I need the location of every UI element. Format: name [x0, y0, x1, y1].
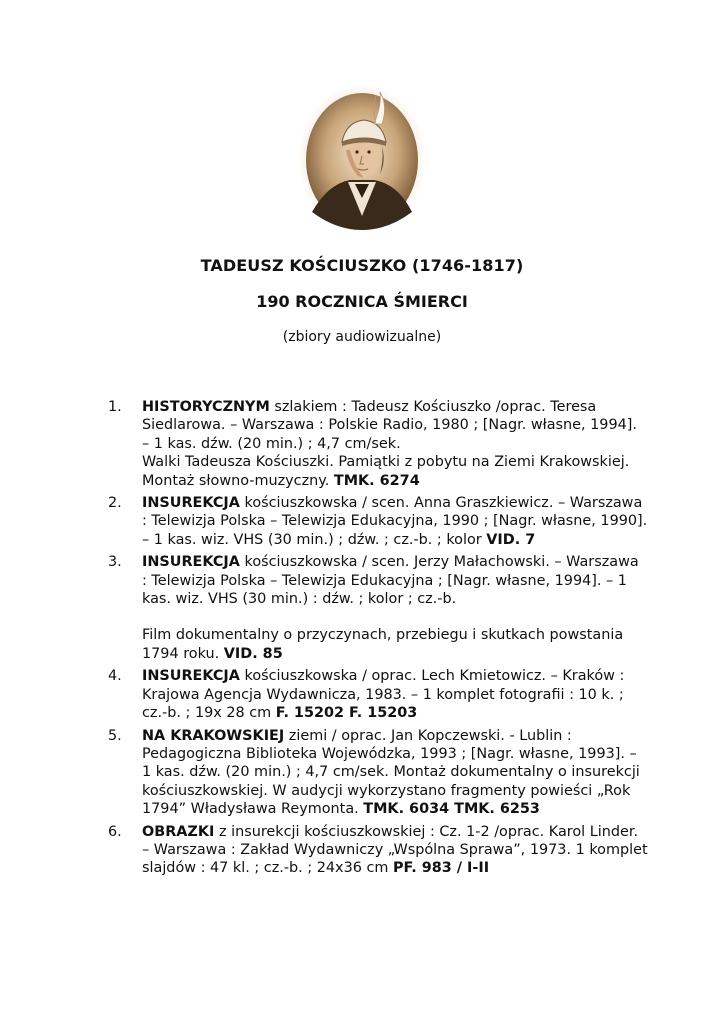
item-number: 3.	[108, 554, 122, 571]
list-item	[108, 823, 648, 878]
item-description	[142, 626, 648, 663]
item-description-text: Film dokumentalny o przyczynach, przebiegu i skutkach powstania 1794 roku.	[142, 627, 624, 662]
list-item	[108, 667, 648, 722]
item-lead: INSUREKCJA	[142, 495, 240, 512]
item-body	[142, 727, 648, 819]
page-title: TADEUSZ KOŚCIUSZKO (1746-1817)	[200, 256, 524, 275]
page-subtitle: 190 ROCZNICA ŚMIERCI	[256, 292, 468, 311]
item-signature: F. 15202 F. 15203	[275, 705, 418, 722]
item-signature: VID. 7	[486, 531, 536, 548]
item-number: 6.	[108, 823, 122, 840]
item-body	[142, 398, 648, 490]
item-signature: TMK. 6274	[333, 472, 420, 489]
item-number: 5.	[108, 727, 122, 744]
item-text: kościuszkowska / oprac. Lech Kmietowicz. – Kraków : Krajowa Agencja Wydawnicza, 1983. – 1 komplet fotografii : 10 k. ; cz.-b. ; 19x 28 cm	[142, 668, 625, 722]
list-item	[108, 398, 648, 490]
item-text: ziemi / oprac. Jan Kopczewski. - Lublin : Pedagogiczna Biblioteka Wojewódzka, 1993 ; [Nagr. własne, 1993]. – 1 kas. dźw. (20 min.) ; 4,7 cm/sek. Montaż dokumentalny o insurekcji kościuszkowskiej. W audycji wykorzystano fragmenty powieści „Rok 1794” Władysława Reymonta.	[142, 727, 640, 818]
item-lead: OBRAZKI	[142, 823, 215, 840]
item-number: 1.	[108, 399, 122, 415]
item-body	[142, 494, 648, 549]
portrait-of-kosciuszko-icon	[298, 84, 426, 234]
item-text: kościuszkowska / scen. Anna Graszkiewicz. – Warszawa : Telewizja Polska – Telewizja Edukacyjna, 1990 ; [Nagr. własne, 1990]. – 1 kas. wiz. VHS (30 min.) ; dźw. ; cz.-b. ; kolor	[142, 495, 648, 548]
item-lead: INSUREKCJA	[142, 554, 240, 571]
bibliography-list	[108, 398, 648, 882]
collection-note: (zbiory audiowizualne)	[282, 329, 442, 345]
item-body	[142, 553, 648, 663]
list-item	[108, 494, 648, 549]
list-item	[108, 553, 648, 663]
item-text: kościuszkowska / scen. Jerzy Małachowski. – Warszawa : Telewizja Polska – Telewizja Edukacyjna ; [Nagr. własne, 1994]. – 1 kas. wiz. VHS (30 min.) : dźw. ; kolor ; cz.-b.	[142, 554, 639, 608]
item-signature: TMK. 6034 TMK. 6253	[363, 801, 540, 818]
item-number: 2.	[108, 495, 122, 512]
item-number: 4.	[108, 668, 122, 685]
item-text: z insurekcji kościuszkowskiej : Cz. 1-2 /oprac. Karol Linder. – Warszawa : Zakład Wydawniczy „Wspólna Sprawa”, 1973. 1 komplet slajdów : 47 kl. ; cz.-b. ; 24x36 cm	[142, 823, 648, 877]
item-lead: NA KRAKOWSKIEJ	[142, 727, 285, 744]
item-text: szlakiem : Tadeusz Kościuszko /oprac. Teresa Siedlarowa. – Warszawa : Polskie Radio, 1980 ; [Nagr. własne, 1994]. – 1 kas. dźw. (20 min.) ; 4,7 cm/sek.	[142, 399, 637, 452]
item-description	[142, 453, 648, 490]
item-body	[142, 823, 648, 878]
item-lead: INSUREKCJA	[142, 668, 240, 685]
item-description-text: Walki Tadeusza Kościuszki. Pamiątki z pobytu na Ziemi Krakowskiej. Montaż słowno-muzyczny.	[142, 454, 630, 489]
item-lead: HISTORYCZNYM	[142, 399, 270, 415]
item-signature: PF. 983 / I-II	[392, 860, 490, 877]
item-signature: VID. 85	[223, 645, 283, 662]
list-item	[108, 727, 648, 819]
item-body	[142, 667, 648, 722]
